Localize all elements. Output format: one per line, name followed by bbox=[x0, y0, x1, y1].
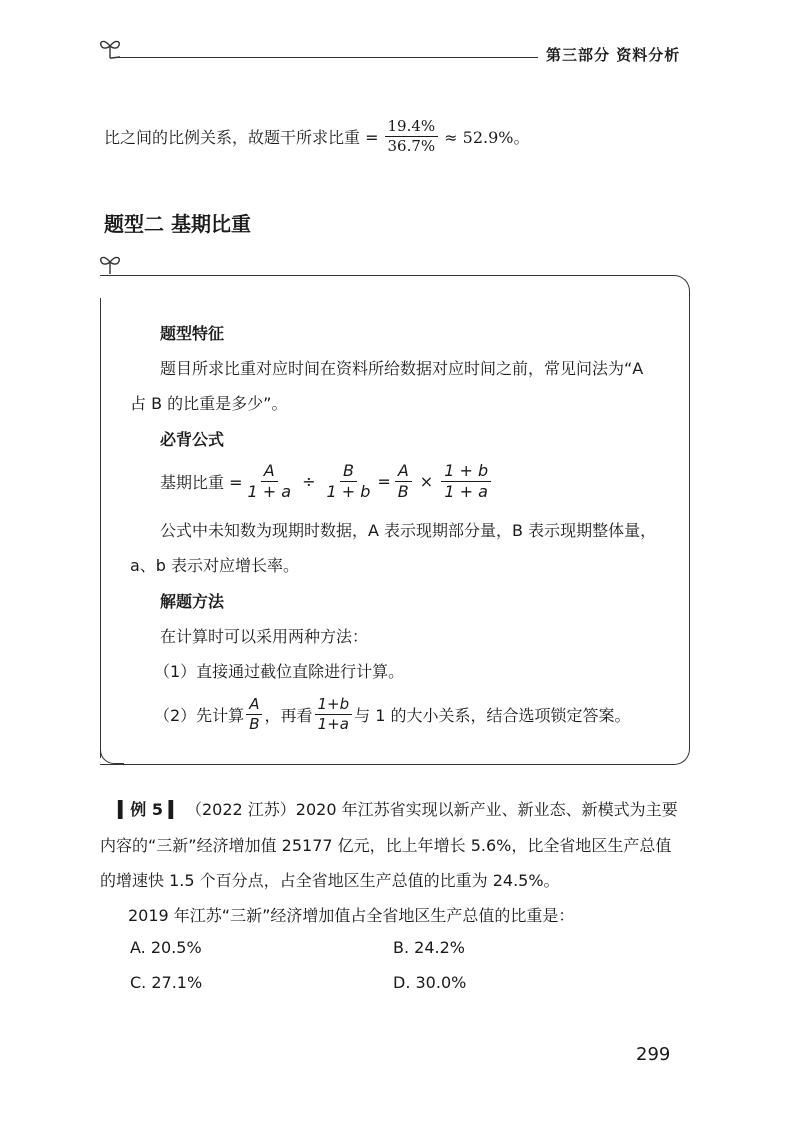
explain-line-2: a、b 表示对应增长率。 bbox=[130, 556, 300, 575]
example-line-2: 内容的“三新”经济增加值 25177 亿元，比上年增长 5.6%，比全省地区生产总值 bbox=[100, 836, 672, 855]
feature-line-1: 题目所求比重对应时间在资料所给数据对应时间之前，常见问法为“A bbox=[160, 359, 644, 378]
method-2-middle: ，再看 bbox=[264, 706, 313, 726]
method-1: （1）直接通过截位直除进行计算。 bbox=[154, 662, 405, 681]
method-2-f1-den: B bbox=[249, 715, 260, 734]
formula bbox=[160, 462, 493, 502]
intro-fraction bbox=[385, 118, 439, 156]
option-c: C. 27.1% bbox=[130, 973, 203, 992]
method-2-f1-num: A bbox=[246, 696, 262, 715]
method-heading: 解题方法 bbox=[160, 592, 225, 611]
method-2-fraction-2 bbox=[315, 696, 353, 734]
feature-line-2: 占 B 的比重是多少”。 bbox=[130, 394, 288, 413]
formula-f2-num: B bbox=[340, 462, 357, 482]
formula-f1-num: A bbox=[261, 462, 278, 482]
method-2-prefix: （2）先计算 bbox=[154, 706, 245, 726]
formula-op-2: × bbox=[419, 472, 434, 492]
formula-f1-den: 1 + a bbox=[247, 482, 292, 502]
formula-fraction-2 bbox=[323, 462, 373, 502]
formula-f2-den: 1 + b bbox=[326, 482, 371, 502]
intro-denominator: 36.7% bbox=[387, 137, 436, 156]
formula-heading: 必背公式 bbox=[160, 430, 225, 449]
formula-fraction-3 bbox=[395, 462, 412, 502]
intro-line bbox=[104, 118, 529, 156]
example-question: 2019 年江苏“三新”经济增加值占全省地区生产总值的比重是： bbox=[128, 906, 575, 925]
example-tag: ▍例 5 ▍ bbox=[118, 800, 181, 819]
example-line-3: 的增速快 1.5 个百分点，占全省地区生产总值的比重为 24.5%。 bbox=[100, 871, 560, 890]
formula-f4-den: 1 + a bbox=[444, 482, 488, 502]
feature-heading: 题型特征 bbox=[160, 324, 225, 343]
section-title: 题型二 基期比重 bbox=[104, 212, 251, 236]
page-number: 299 bbox=[636, 1044, 671, 1065]
formula-fraction-1 bbox=[245, 462, 295, 502]
formula-label: 基期比重 = bbox=[160, 473, 243, 493]
intro-numerator: 19.4% bbox=[385, 118, 439, 137]
intro-text: 比之间的比例关系，故题干所求比重 = bbox=[104, 128, 379, 148]
formula-equals: = bbox=[377, 472, 391, 492]
formula-f3-den: B bbox=[397, 482, 409, 502]
option-d: D. 30.0% bbox=[393, 973, 467, 992]
section-label: 第三部分 资料分析 bbox=[546, 46, 681, 64]
method-2-suffix: 与 1 的大小关系，结合选项锁定答案。 bbox=[354, 706, 631, 726]
option-a: A. 20.5% bbox=[130, 938, 202, 957]
formula-op-1: ÷ bbox=[302, 472, 316, 492]
formula-f4-num: 1 + b bbox=[441, 462, 491, 482]
header-rule bbox=[118, 57, 538, 58]
explain-line-1: 公式中未知数为现期时数据，A 表示现期部分量，B 表示现期整体量， bbox=[160, 521, 657, 540]
method-2 bbox=[154, 696, 631, 734]
example-line-1 bbox=[118, 797, 678, 820]
method-2-fraction-1 bbox=[246, 696, 262, 734]
formula-fraction-4 bbox=[441, 462, 491, 502]
example-text-1: （2022 江苏）2020 年江苏省实现以新产业、新业态、新模式为主要 bbox=[185, 800, 678, 819]
option-b: B. 24.2% bbox=[393, 938, 465, 957]
knowledge-box-left-border bbox=[100, 298, 101, 758]
method-2-f2-num: 1+b bbox=[315, 696, 353, 715]
method-2-f2-den: 1+a bbox=[317, 715, 349, 734]
intro-result: ≈ 52.9%。 bbox=[444, 128, 530, 148]
method-intro: 在计算时可以采用两种方法： bbox=[160, 627, 369, 646]
formula-f3-num: A bbox=[395, 462, 412, 482]
sprout-icon bbox=[96, 252, 126, 276]
